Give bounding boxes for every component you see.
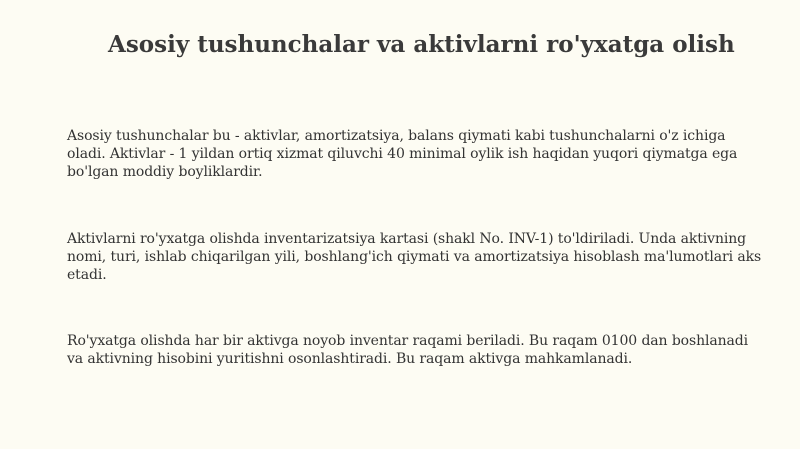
paragraph-inventory-number: Ro'yxatga olishda har bir aktivga noyob inventar raqami beriladi. Bu raqam 0100 dan boshlanadi va aktivning hisobini yuritishni osonlashtiradi. Bu raqam aktivga mahkamlanadi.: [67, 333, 749, 367]
paragraph-key-concepts: Asosiy tushunchalar bu - aktivlar, amortizatsiya, balans qiymati kabi tushunchalarni o'z ichiga oladi. Aktivlar - 1 yildan ortiq xizmat qiluvchi 40 minimal oylik ish haqidan yuqori qiymatga ega bo'lgan moddiy boyliklardir.: [67, 128, 738, 180]
paragraph-inventory-card: Aktivlarni ro'yxatga olishda inventarizatsiya kartasi (shakl No. INV-1) to'ldiriladi. Unda aktivning nomi, turi, ishlab chiqarilgan yili, boshlang'ich qiymati va amortizatsiya hisoblash ma'lumotlari aks etadi.: [67, 231, 762, 283]
slide-title: Asosiy tushunchalar va aktivlarni ro'yxatga olish: [108, 31, 735, 58]
